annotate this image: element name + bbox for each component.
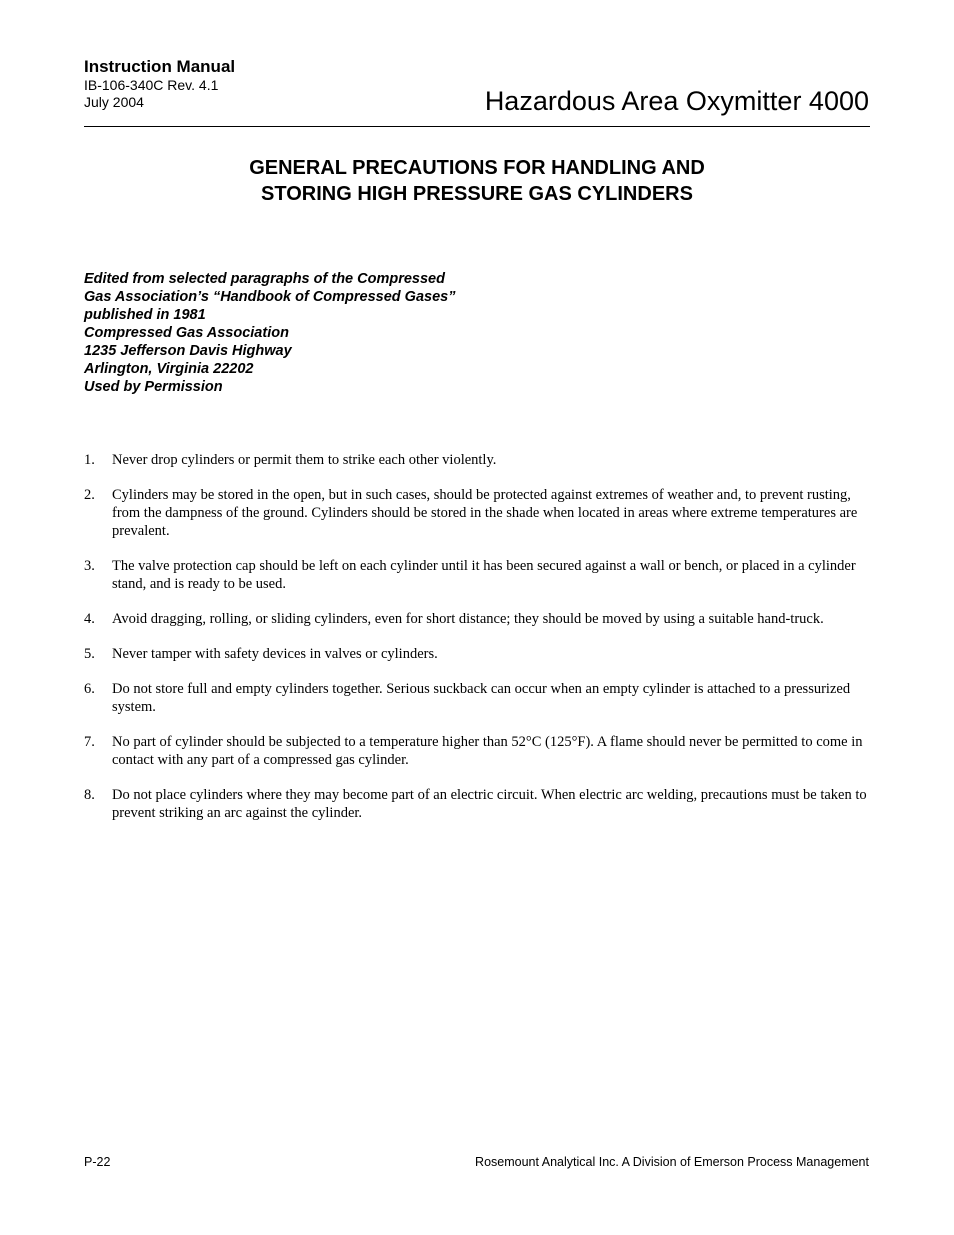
list-item-text: Cylinders may be stored in the open, but in such cases, should be protected against extremes of weather and, to prevent rusting, from the dampness of the ground. Cylinders should be stored in the shade when located in areas where extreme temperatures are prevalent.: [112, 487, 858, 539]
list-item-number: 3.: [84, 558, 95, 574]
list-item: [84, 451, 870, 469]
product-title: Hazardous Area Oxymitter 4000: [484, 86, 869, 116]
footer-company: Rosemount Analytical Inc. A Division of Emerson Process Management: [475, 1155, 869, 1169]
list-item-text: The valve protection cap should be left on each cylinder until it has been secured against a wall or bench, or placed in a cylinder stand, and is ready to be used.: [112, 558, 856, 592]
source-line: Compressed Gas Association: [84, 325, 289, 341]
source-attribution: [84, 270, 584, 396]
source-line: 1235 Jefferson Davis Highway: [84, 343, 292, 359]
list-item-text: Never tamper with safety devices in valves or cylinders.: [112, 646, 438, 662]
page-heading: [84, 155, 870, 207]
header-divider: [84, 126, 870, 127]
source-line: published in 1981: [84, 307, 206, 323]
list-item: [84, 680, 870, 716]
list-item-number: 6.: [84, 681, 95, 697]
document-date: July 2004: [84, 94, 144, 110]
list-item: [84, 786, 870, 822]
list-item-number: 1.: [84, 452, 95, 468]
list-item: [84, 610, 870, 628]
list-item-text: No part of cylinder should be subjected to a temperature higher than 52°C (125°F). A flame should never be permitted to come in contact with any part of a compressed gas cylinder.: [112, 734, 863, 768]
list-item: [84, 733, 870, 769]
list-item: [84, 645, 870, 663]
page-heading-line-2: STORING HIGH PRESSURE GAS CYLINDERS: [261, 183, 693, 205]
list-item-text: Do not store full and empty cylinders together. Serious suckback can occur when an empty cylinder is attached to a pressurized system.: [112, 681, 851, 715]
manual-title: Instruction Manual: [84, 57, 236, 76]
list-item-number: 4.: [84, 611, 95, 627]
list-item-text: Do not place cylinders where they may become part of an electric circuit. When electric arc welding, precautions must be taken to prevent striking an arc against the cylinder.: [112, 787, 867, 821]
list-item-number: 5.: [84, 646, 95, 662]
document-header: [84, 57, 384, 111]
source-line: Edited from selected paragraphs of the Compressed: [84, 271, 445, 287]
page-number: P-22: [84, 1155, 111, 1169]
source-line: Used by Permission: [84, 379, 223, 395]
list-item-number: 8.: [84, 787, 95, 803]
list-item: [84, 486, 870, 540]
list-item: [84, 557, 870, 593]
page-heading-line-1: GENERAL PRECAUTIONS FOR HANDLING AND: [249, 157, 705, 179]
list-item-text: Avoid dragging, rolling, or sliding cylinders, even for short distance; they should be moved by using a suitable hand-truck.: [112, 611, 824, 627]
precautions-list: [84, 451, 870, 839]
list-item-number: 7.: [84, 734, 95, 750]
list-item-number: 2.: [84, 487, 95, 503]
list-item-text: Never drop cylinders or permit them to strike each other violently.: [112, 452, 497, 468]
document-number: IB-106-340C Rev. 4.1: [84, 77, 219, 93]
source-line: Arlington, Virginia 22202: [84, 361, 254, 377]
source-line: Gas Association’s “Handbook of Compressed Gases”: [84, 289, 456, 305]
